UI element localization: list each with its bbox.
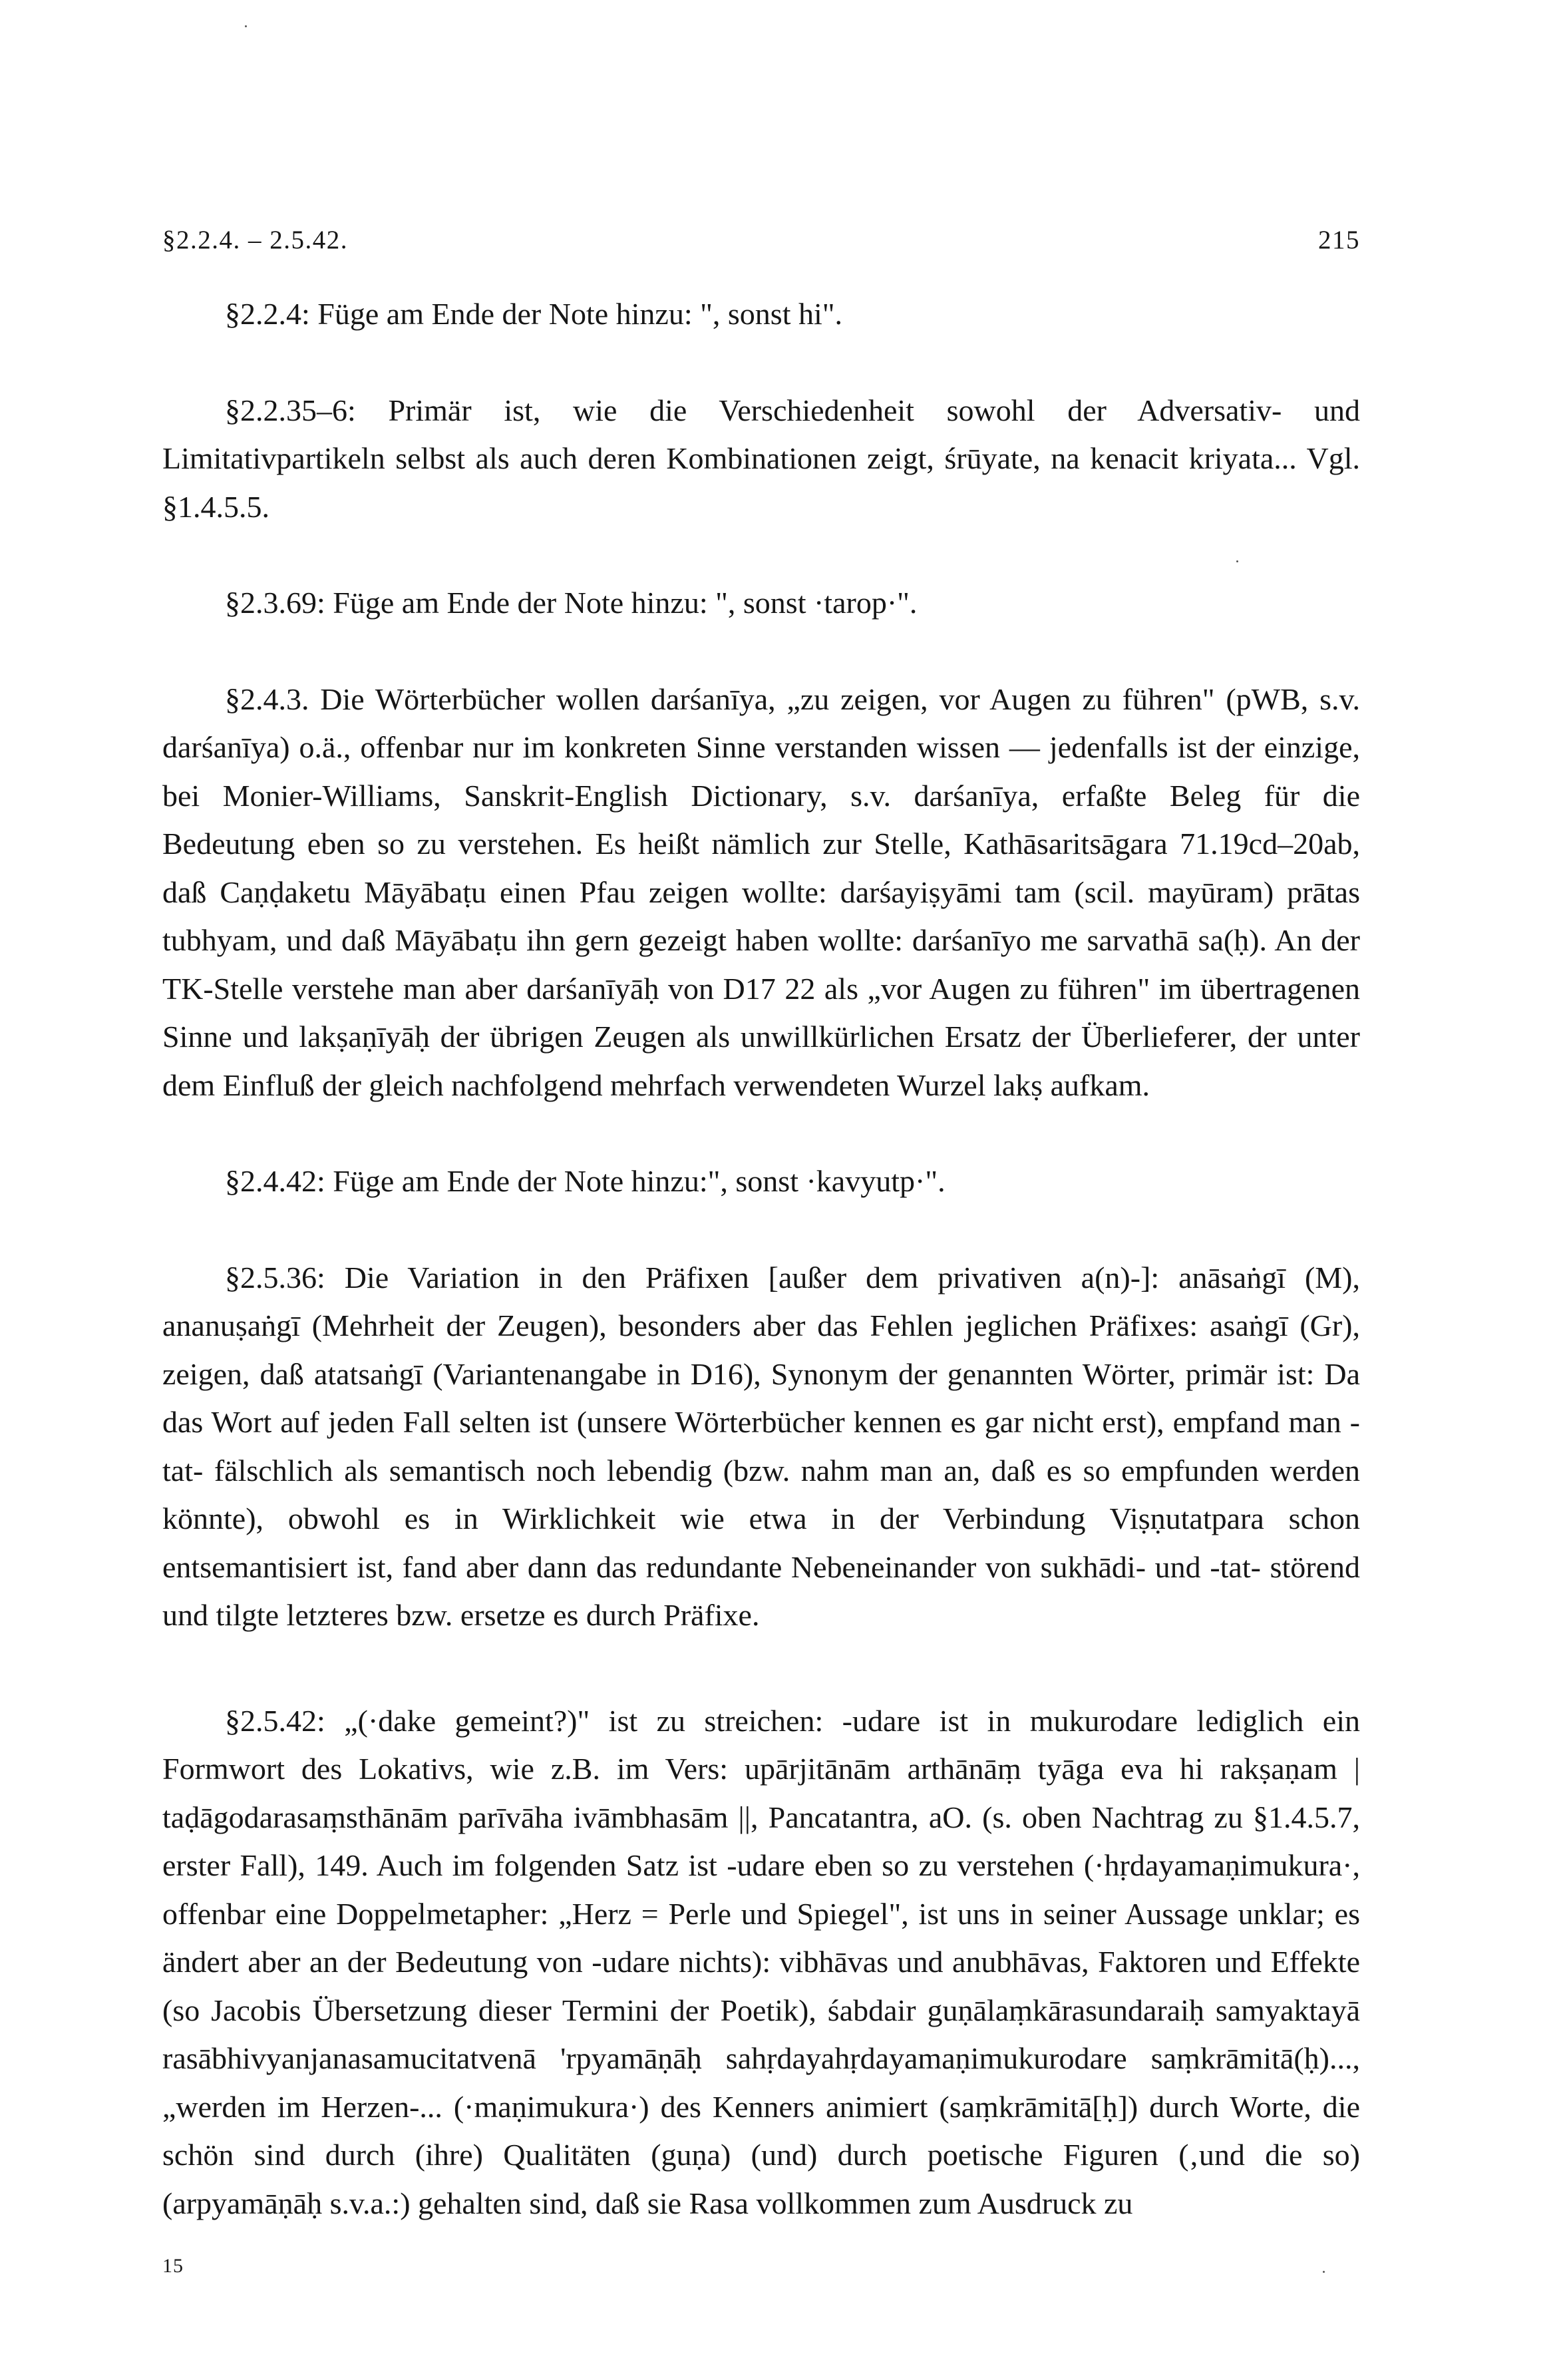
- page-number: 215: [1318, 226, 1360, 254]
- signature-mark: 15: [162, 2255, 184, 2277]
- note-2-2-4: §2.2.4: Füge am Ende der Note hinzu: ", sonst hi".: [225, 297, 843, 331]
- note-2-3-69: §2.3.69: Füge am Ende der Note hinzu: ", sonst ·tarop·".: [225, 586, 918, 620]
- scan-speck: [1323, 2271, 1325, 2273]
- note-2-4-3: §2.4.3. Die Wörterbücher wollen darśanīya, „zu zeigen, vor Augen zu führen" (pWB, s.v. darśanīya) o.ä., offenbar nur im konkreten Sinne verstanden wissen — jedenfalls ist der einzige, bei Monier-Williams, Sanskrit-English Dictionary, s.v. darśanīya, erfaßte Beleg für die Bedeutung eben so zu verstehen. Es heißt nämlich zur Stelle, Kathāsaritsāgara 71.19cd–20ab, daß Caṇḍaketu Māyābaṭu einen Pfau zeigen wollte: darśayiṣyāmi tam (scil. mayūram) prātas tubhyam, und daß Māyābaṭu ihn gern gezeigt haben wollte: darśanīyo me sarvathā sa(ḥ). An der TK-Stelle verstehe man aber darśanīyāḥ von D17 22 als „vor Augen zu führen" im übertragenen Sinne und lakṣaṇīyāḥ der übrigen Zeugen als unwillkürlichen Ersatz der Überlieferer, der unter dem Einfluß der gleich nachfolgend mehrfach verwendeten Wurzel lakṣ aufkam.: [162, 682, 1360, 1102]
- note-2-2-35: §2.2.35–6: Primär ist, wie die Verschiedenheit sowohl der Adversativ- und Limitativpartikeln selbst als auch deren Kombinationen zeigt, śrūyate, na kenacit kriyata... Vgl. §1.4.5.5.: [162, 393, 1360, 524]
- section-range: §2.2.4. – 2.5.42.: [162, 226, 348, 254]
- scan-speck: [1236, 560, 1238, 562]
- note-2-4-42: §2.4.42: Füge am Ende der Note hinzu:", sonst ·kavyutp·".: [225, 1164, 946, 1198]
- scan-speck: [245, 25, 247, 27]
- body-text: [162, 290, 1360, 2228]
- running-head: [162, 225, 1360, 265]
- note-2-5-42: §2.5.42: „(·dake gemeint?)" ist zu streichen: -udare ist in mukurodare lediglich ein Formwort des Lokativs, wie z.B. im Vers: upārjitānām arthānāṃ tyāga eva hi rakṣaṇam | taḍāgodarasaṃsthānām parīvāha ivāmbhasām ||, Pancatantra, aO. (s. oben Nachtrag zu §1.4.5.7, erster Fall), 149. Auch im folgenden Satz ist -udare eben so zu verstehen (·hṛdayamaṇimukura·, offenbar eine Doppelmetapher: „Herz = Perle und Spiegel", ist uns in seiner Aussage unklar; es ändert aber an der Bedeutung von -udare nichts): vibhāvas und anubhāvas, Faktoren und Effekte (so Jacobis Übersetzung dieser Termini der Poetik), śabdair guṇālaṃkārasundaraiḥ samyaktayā rasābhivyanjanasamucitatvenā 'rpyamāṇāḥ sahṛdayahṛdayamaṇimukurodare saṃkrāmitā(ḥ)..., „werden im Herzen-... (·maṇimukura·) des Kenners animiert (saṃkrāmitā[ḥ]) durch Worte, die schön sind durch (ihre) Qualitäten (guṇa) (und) durch poetische Figuren (‚und die so) (arpyamāṇāḥ s.v.a.:) gehalten sind, daß sie Rasa vollkommen zum Ausdruck zu: [162, 1703, 1360, 2220]
- note-2-5-36: §2.5.36: Die Variation in den Präfixen [außer dem privativen a(n)-]: anāsaṅgī (M), ananuṣaṅgī (Mehrheit der Zeugen), besonders aber das Fehlen jeglichen Präfixes: asaṅgī (Gr), zeigen, daß atatsaṅgī (Variantenangabe in D16), Synonym der genannten Wörter, primär ist: Da das Wort auf jeden Fall selten ist (unsere Wörterbücher kennen es gar nicht erst), empfand man -tat- fälschlich als semantisch noch lebendig (bzw. nahm man an, daß es so empfunden werden könnte), obwohl es in Wirklichkeit wie etwa in der Verbindung Viṣṇutatpara schon entsemantisiert ist, fand aber dann das redundante Nebeneinander von sukhādi- und -tat- störend und tilgte letzteres bzw. ersetze es durch Präfixe.: [162, 1260, 1360, 1632]
